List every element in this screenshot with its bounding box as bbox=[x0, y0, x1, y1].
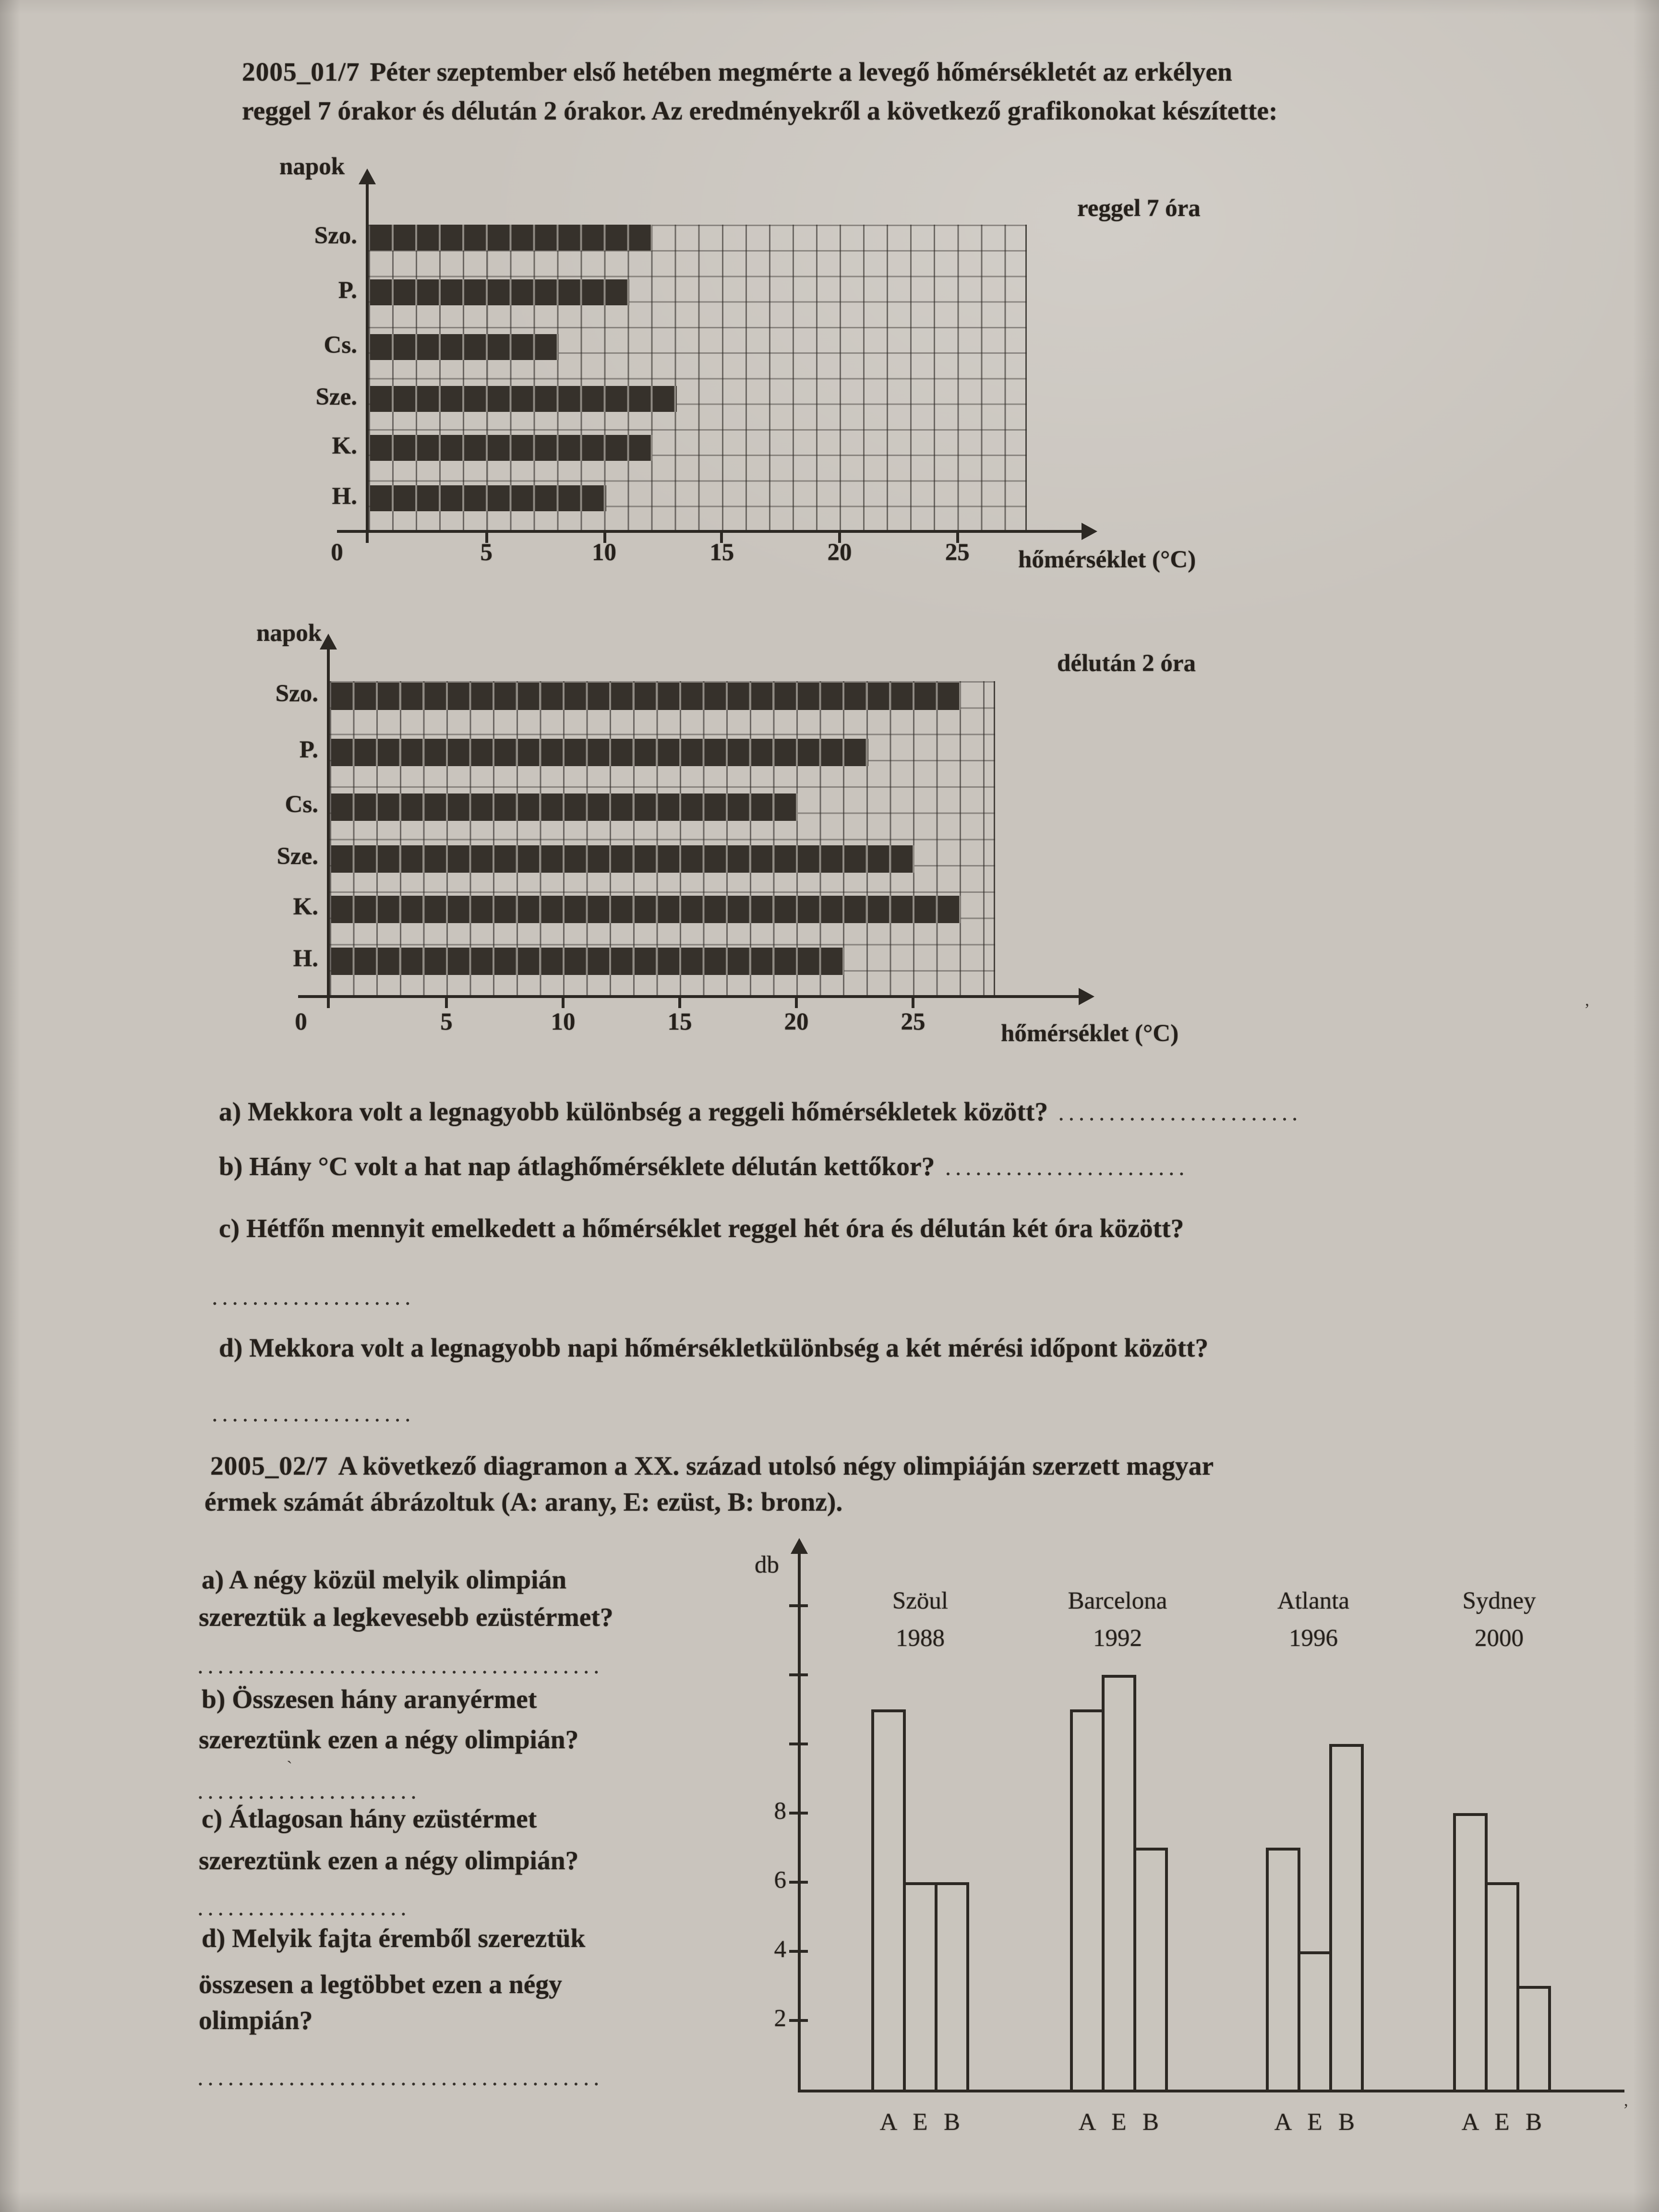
morning-day-label-p: P. bbox=[338, 276, 357, 304]
medal-bar-sydney-a bbox=[1453, 1813, 1488, 2090]
medals-y-tick-12 bbox=[789, 1673, 808, 1676]
problem1-heading-line2: reggel 7 órakor és délután 2 órakor. Az eredményekről a következő grafikonokat készítette: bbox=[242, 98, 1278, 127]
question-1a-text: a) Mekkora volt a legnagyobb különbség a reggeli hőmérsékletek között? bbox=[219, 1099, 1048, 1128]
medals-y-tick-6 bbox=[789, 1881, 808, 1884]
medals-x-axis bbox=[798, 2090, 1624, 2092]
series-label-sydney-b: B bbox=[1525, 2108, 1542, 2136]
city-label-atlanta: Atlanta bbox=[1277, 1587, 1350, 1614]
afternoon-xaxis-title: hőmérséklet (°C) bbox=[1001, 1020, 1179, 1047]
problem1-id: 2005_01/7 bbox=[242, 59, 360, 88]
afternoon-x-tick-label-20: 20 bbox=[784, 1008, 809, 1035]
series-label-sydney-e: E bbox=[1494, 2108, 1510, 2136]
morning-xaxis-title: hőmérséklet (°C) bbox=[1018, 546, 1196, 573]
medals-y-axis bbox=[798, 1552, 801, 2092]
afternoon-x-tick-label-5: 5 bbox=[440, 1008, 453, 1035]
morning-x-tick-label-10: 10 bbox=[592, 539, 616, 566]
afternoon-x-tick-label-15: 15 bbox=[667, 1008, 692, 1035]
problem2-id: 2005_02/7 bbox=[210, 1453, 328, 1482]
medal-bar-barcelona-b bbox=[1133, 1848, 1168, 2090]
question-2c-line2: szereztünk ezen a négy olimpián? bbox=[199, 1848, 579, 1876]
series-label-szul-e: E bbox=[913, 2108, 928, 2136]
medals-y-tick-2 bbox=[789, 2019, 808, 2022]
afternoon-chart-title: délután 2 óra bbox=[1057, 649, 1196, 677]
question-1b-text: b) Hány °C volt a hat nap átlaghőmérséklete délután kettőkor? bbox=[219, 1154, 935, 1182]
answer-dots-2c: ..................... bbox=[197, 1894, 411, 1921]
question-2d-line1: d) Melyik fajta éremből szereztük bbox=[202, 1925, 586, 1954]
morning-day-label-sze: Sze. bbox=[315, 383, 357, 410]
morning-day-label-szo: Szo. bbox=[314, 222, 357, 249]
medal-bar-szul-a bbox=[871, 1709, 906, 2090]
afternoon-day-label-k: K. bbox=[293, 893, 318, 920]
answer-dots-1c: .................... bbox=[212, 1283, 415, 1310]
medals-y-tick-label-2: 2 bbox=[774, 2005, 786, 2032]
morning-x-tick-label-25: 25 bbox=[945, 539, 970, 566]
medal-bar-atlanta-e bbox=[1298, 1951, 1332, 2090]
medal-bar-barcelona-a bbox=[1070, 1709, 1105, 2090]
series-label-szul-a: A bbox=[879, 2108, 898, 2136]
series-label-atlanta-b: B bbox=[1338, 2108, 1355, 2136]
problem1-intro-line1: Péter szeptember első hetében megmérte a levegő hőmérsékletét az erkélyen bbox=[370, 59, 1232, 88]
answer-dots-1b: ........................ bbox=[935, 1154, 1189, 1181]
answer-dots-2a: ........................................ bbox=[197, 1652, 603, 1679]
answer-dots-2b: ...................... bbox=[197, 1777, 421, 1804]
scan-speck: ` bbox=[287, 1757, 292, 1777]
morning-x-tick-label-15: 15 bbox=[709, 539, 734, 566]
medals-y-tick-14 bbox=[789, 1604, 808, 1607]
afternoon-day-label-cs: Cs. bbox=[285, 791, 318, 818]
question-2b-line1: b) Összesen hány aranyérmet bbox=[202, 1686, 537, 1715]
morning-x-tick-label-5: 5 bbox=[480, 539, 493, 566]
afternoon-day-label-h: H. bbox=[293, 945, 318, 972]
medal-bar-atlanta-b bbox=[1329, 1744, 1364, 2090]
medals-y-axis-arrow bbox=[791, 1538, 808, 1554]
afternoon-yaxis-title: napok bbox=[256, 619, 322, 647]
afternoon-day-label-sze: Sze. bbox=[276, 842, 318, 870]
medals-y-tick-label-4: 4 bbox=[774, 1936, 786, 1963]
series-label-szul-b: B bbox=[943, 2108, 961, 2136]
problem2-heading-line2: érmek számát ábrázoltuk (A: arany, E: ezüst, B: bronz). bbox=[204, 1489, 843, 1518]
morning-day-label-h: H. bbox=[332, 482, 357, 510]
series-label-barcelona-e: E bbox=[1111, 2108, 1127, 2136]
year-label-atlanta: 1996 bbox=[1289, 1624, 1338, 1652]
medal-bar-szul-b bbox=[935, 1882, 969, 2090]
medal-bar-sydney-e bbox=[1485, 1882, 1519, 2090]
problem2-intro-line1: A következő diagramon a XX. század utolsó négy olimpiáján szerzett magyar bbox=[338, 1453, 1214, 1482]
morning-day-label-cs: Cs. bbox=[324, 331, 357, 359]
series-label-atlanta-e: E bbox=[1307, 2108, 1322, 2136]
series-label-sydney-a: A bbox=[1461, 2108, 1479, 2136]
question-2d-line3: olimpián? bbox=[199, 2008, 313, 2036]
question-2b-line2: szereztünk ezen a négy olimpián? bbox=[199, 1727, 579, 1755]
medals-y-tick-label-8: 8 bbox=[774, 1797, 786, 1825]
question-2d-line2: összesen a legtöbbet ezen a négy bbox=[199, 1972, 562, 2000]
medals-y-tick-4 bbox=[789, 1950, 808, 1953]
year-label-barcelona: 1992 bbox=[1093, 1624, 1142, 1652]
medals-y-tick-8 bbox=[789, 1812, 808, 1815]
series-label-barcelona-a: A bbox=[1078, 2108, 1096, 2136]
medals-y-tick-10 bbox=[789, 1743, 808, 1745]
afternoon-x-tick-label-0: 0 bbox=[295, 1008, 307, 1035]
morning-x-tick-label-0: 0 bbox=[331, 539, 343, 566]
medals-yaxis-title: db bbox=[755, 1551, 779, 1578]
medal-bar-sydney-b bbox=[1516, 1986, 1551, 2090]
morning-day-label-k: K. bbox=[332, 432, 357, 459]
scan-speck: ʼ bbox=[1584, 999, 1590, 1020]
city-label-barcelona: Barcelona bbox=[1068, 1587, 1167, 1614]
city-label-szul: Szöul bbox=[892, 1587, 949, 1614]
question-2c-line1: c) Átlagosan hány ezüstérmet bbox=[202, 1806, 537, 1835]
answer-dots-1d: .................... bbox=[212, 1400, 415, 1427]
question-2a-line2: szereztük a legkevesebb ezüstérmet? bbox=[199, 1604, 613, 1633]
morning-chart-title: reggel 7 óra bbox=[1077, 194, 1201, 222]
afternoon-x-tick-label-25: 25 bbox=[901, 1008, 926, 1035]
question-1d-text: d) Mekkora volt a legnagyobb napi hőmérsékletkülönbség a két mérési időpont között? bbox=[219, 1335, 1209, 1364]
medal-bar-atlanta-a bbox=[1266, 1848, 1300, 2090]
afternoon-day-label-p: P. bbox=[299, 736, 318, 763]
year-label-sydney: 2000 bbox=[1475, 1624, 1524, 1652]
series-label-barcelona-b: B bbox=[1142, 2108, 1159, 2136]
medals-y-tick-label-6: 6 bbox=[774, 1866, 786, 1894]
medal-bar-szul-e bbox=[903, 1882, 938, 2090]
medal-bar-barcelona-e bbox=[1102, 1675, 1136, 2090]
morning-x-tick-label-20: 20 bbox=[827, 539, 852, 566]
answer-dots-1a: ........................ bbox=[1048, 1099, 1302, 1126]
question-2a-line1: a) A négy közül melyik olimpián bbox=[202, 1567, 567, 1596]
answer-dots-2d: ........................................ bbox=[197, 2064, 603, 2091]
question-1c-text: c) Hétfőn mennyit emelkedett a hőmérséklet reggel hét óra és délután két óra között? bbox=[219, 1215, 1184, 1244]
afternoon-day-label-szo: Szo. bbox=[275, 680, 318, 707]
series-label-atlanta-a: A bbox=[1274, 2108, 1292, 2136]
afternoon-x-tick-label-10: 10 bbox=[551, 1008, 576, 1035]
year-label-szul: 1988 bbox=[896, 1624, 945, 1652]
scan-speck: ʼ bbox=[1623, 2100, 1629, 2120]
city-label-sydney: Sydney bbox=[1462, 1587, 1536, 1614]
morning-yaxis-title: napok bbox=[279, 153, 345, 180]
